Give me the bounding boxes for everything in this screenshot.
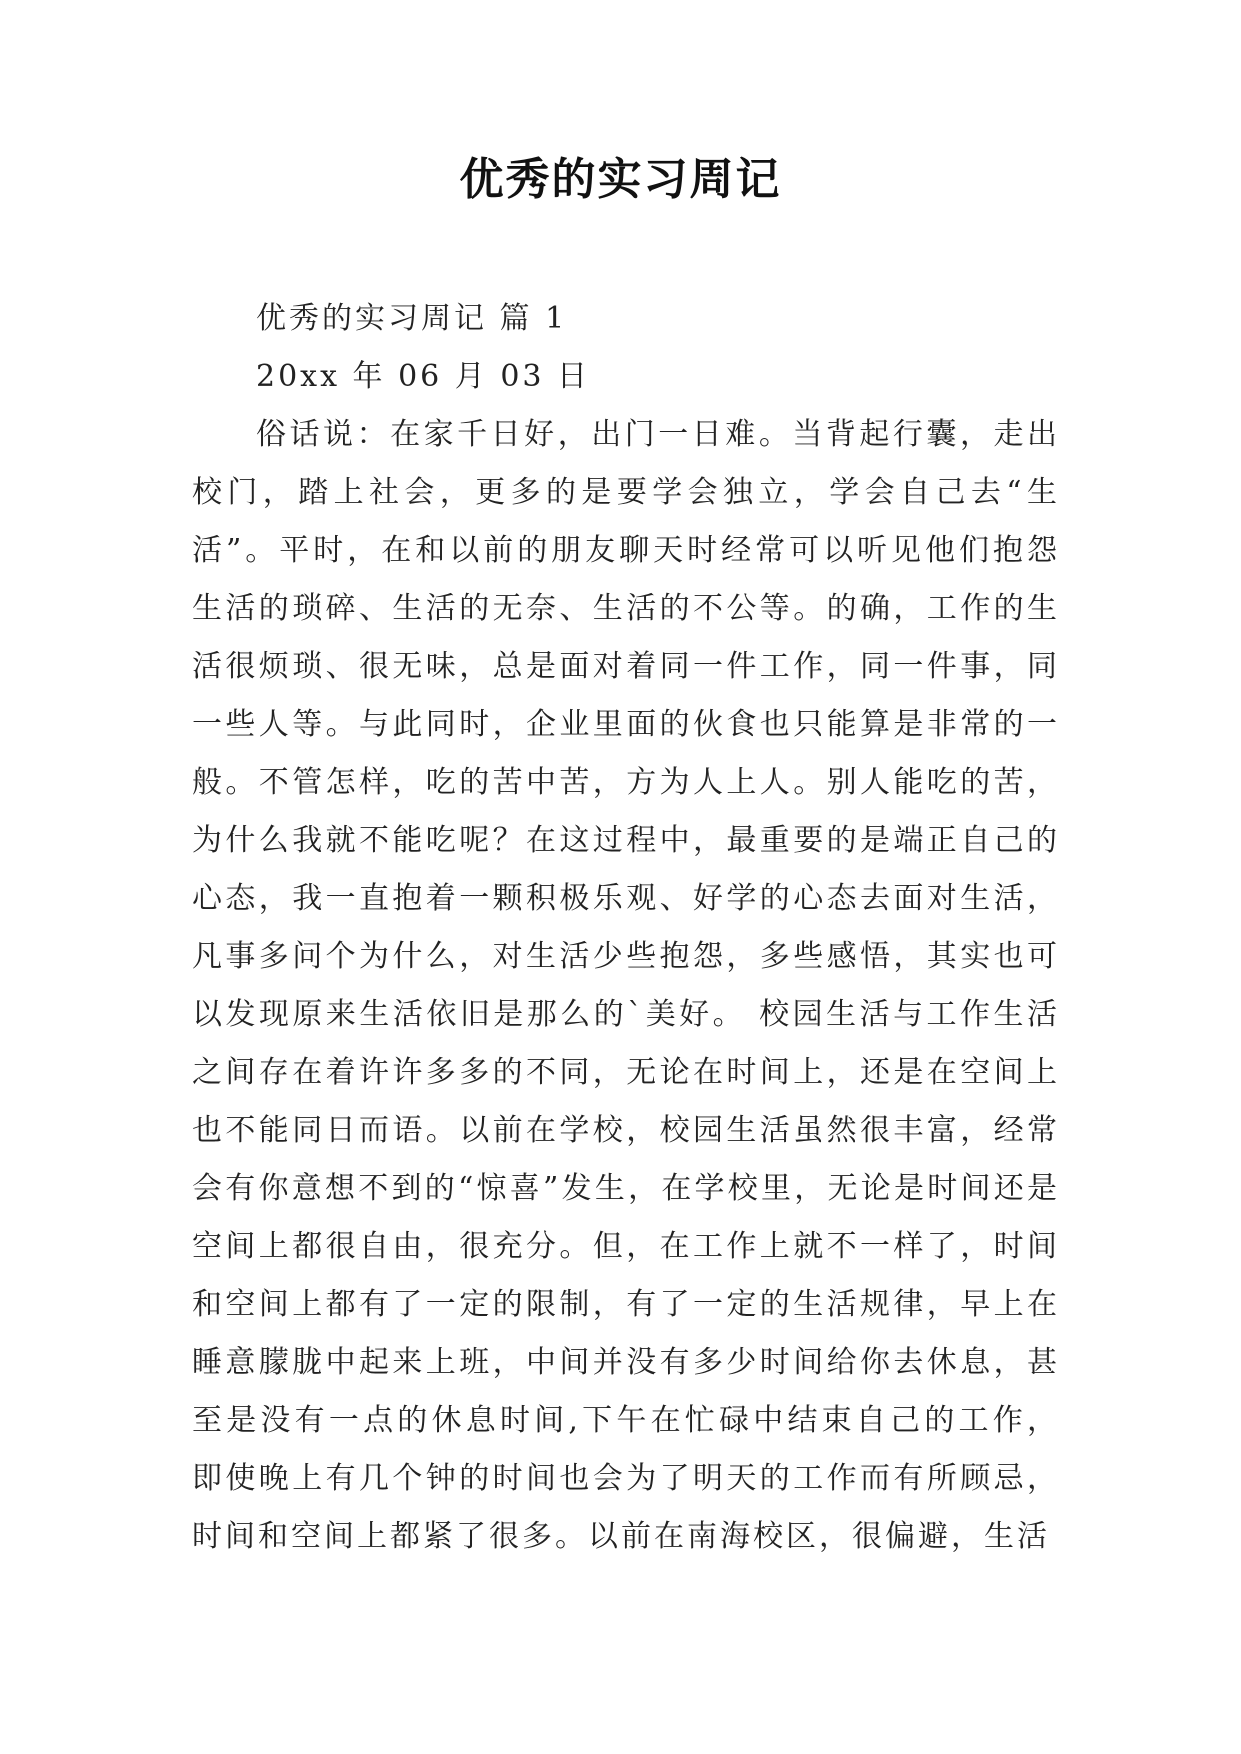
section-heading: 优秀的实习周记 篇 1 (256, 301, 568, 336)
document-body (192, 290, 1060, 1566)
entry-date: 20xx 年 06 月 03 日 (256, 359, 591, 394)
document-title: 优秀的实习周记 (459, 154, 782, 205)
body-paragraph: 俗话说：在家千日好，出门一日难。当背起行囊，走出校门，踏上社会，更多的是要学会独立，学会自己去“生活”。平时，在和以前的朋友聊天时经常可以听见他们抱怨生活的琐碎、生活的无奈、生活的不公等。的确，工作的生活很烦琐、很无味，总是面对着同一件工作，同一件事，同一些人等。与此同时，企业里面的伙食也只能算是非常的一般。不管怎样，吃的苦中苦，方为人上人。别人能吃的苦，为什么我就不能吃呢？在这过程中，最重要的是端正自己的心态，我一直抱着一颗积极乐观、好学的心态去面对生活，凡事多问个为什么，对生活少些抱怨，多些感悟，其实也可以发现原来生活依旧是那么的`美好。 校园生活与工作生活之间存在着许许多多的不同，无论在时间上，还是在空间上也不能同日而语。以前在学校，校园生活虽然很丰富，经常会有你意想不到的“惊喜”发生，在学校里，无论是时间还是空间上都很自由，很充分。但，在工作上就不一样了，时间和空间上都有了一定的限制，有了一定的生活规律，早上在睡意朦胧中起来上班，中间并没有多少时间给你去休息，甚至是没有一点的休息时间,下午在忙碌中结束自己的工作，即使晚上有几个钟的时间也会为了明天的工作而有所顾忌，时间和空间上都紧了很多。以前在南海校区，很偏避，生活 (192, 417, 1060, 1554)
